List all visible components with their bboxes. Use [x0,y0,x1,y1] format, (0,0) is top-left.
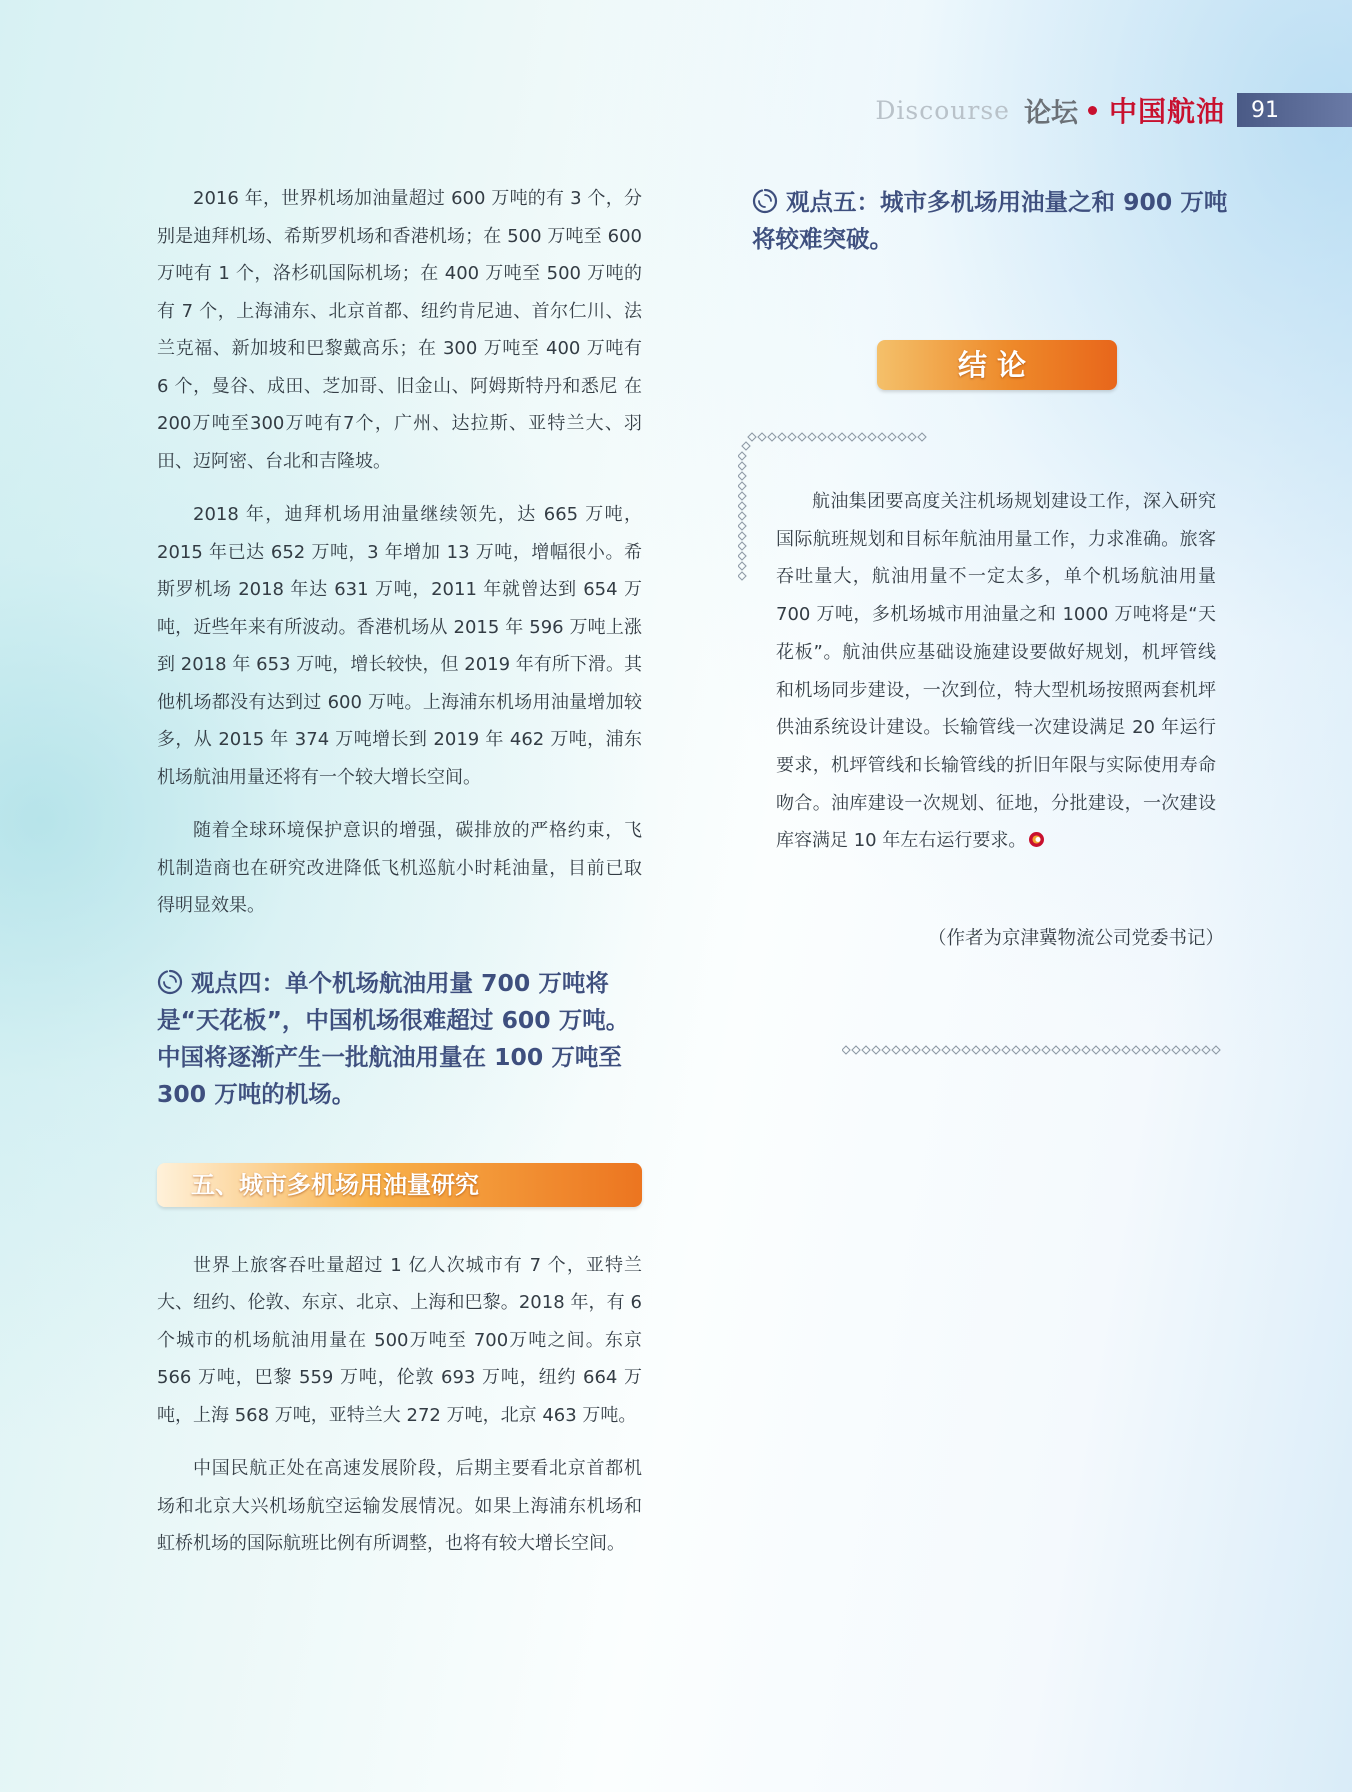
viewpoint-four-heading [157,965,642,1113]
viewpoint-four-text: 观点四：单个机场航油用量 700 万吨将是“天花板”，中国机场很难超过 600 万吨。中国将逐渐产生一批航油用量在 100 万吨至 300 万吨的机场。 [157,968,630,1108]
author-note: （作者为京津冀物流公司党委书记） [927,928,1224,950]
conclusion-heading: 结论 [877,340,1117,390]
paragraph: 中国民航正处在高速发展阶段，后期主要看北京首都机场和北京大兴机场航空运输发展情况。如果上海浦东机场和虹桥机场的国际航班比例有所调整，也将有较大增长空间。 [157,1458,642,1554]
viewpoint-five-heading [752,184,1242,258]
conclusion-text: 航油集团要高度关注机场规划建设工作，深入研究国际航班规划和目标年航油用量工作，力求准确。旅客吞吐量大，航油用量不一定太多，单个机场航油用量 700 万吨，多机场城市用油量之和 1000 万吨将是“天花板”。航油供应基础设施建设要做好规划，机坪管线和机场同步建设，一次到位，特大型机场按照两套机坪供油系统设计建设。长输管线一次建设满足 20 年运行要求，机坪管线和长输管线的折旧年限与实际使用寿命吻合。油库建设一次规划、征地，分批建设，一次建设库容满足 10 年左右运行要求。 [776,491,1216,852]
section-name-cn: 论坛 [1023,97,1078,129]
left-column [157,180,642,1563]
paragraph: 2018 年，迪拜机场用油量继续领先，达 665 万吨，2015 年已达 652 万吨，3 年增加 13 万吨，增幅很小。希斯罗机场 2018 年达 631 万吨，2011 年就曾达到 654 万吨，近些年来有所波动。香港机场从 2015 年 596 万吨上涨到 2018 年 653 万吨，增长较快，但 2019 年有所下滑。其他机场都没有达到过 600 万吨。上海浦东机场用油量增加较多，从 2015 年 374 万吨增长到 2019 年 462 万吨，浦东机场航油用量还将有一个较大增长空间。 [157,504,642,788]
paragraph: 2016 年，世界机场加油量超过 600 万吨的有 3 个，分别是迪拜机场、希斯罗机场和香港机场；在 500 万吨至 600 万吨有 1 个，洛杉矶国际机场；在 400 万吨至 500 万吨的有 7 个，上海浦东、北京首都、纽约肯尼迪、首尔仁川、法兰克福、新加坡和巴黎戴高乐；在 300 万吨至 400 万吨有 6 个，曼谷、成田、芝加哥、旧金山、阿姆斯特丹和悉尼 在200万吨至300万吨有7个，广州、达拉斯、亚特兰大、羽田、迈阿密、台北和吉隆坡。 [157,188,642,472]
separator-dot [1088,106,1097,115]
viewpoint-five-text: 观点五：城市多机场用油量之和 900 万吨将较难突破。 [752,188,1228,253]
swirl-icon [157,969,183,995]
page-header [875,92,1352,128]
section-name-en: Discourse [875,95,1010,125]
right-column [752,184,1242,258]
paragraph: 随着全球环境保护意识的增强，碳排放的严格约束，飞机制造商也在研究改进降低飞机巡航小时耗油量，目前已取得明显效果。 [157,820,642,916]
page-number: 91 [1237,93,1352,127]
conclusion-paragraph [776,483,1216,860]
paragraph: 世界上旅客吞吐量超过 1 亿人次城市有 7 个，亚特兰大、纽约、伦敦、东京、北京、上海和巴黎。2018 年，有 6 个城市的机场航油用量在 500万吨至 700万吨之间。东京 566 万吨，巴黎 559 万吨，伦敦 693 万吨，纽约 664 万吨，上海 568 万吨，亚特兰大 272 万吨，北京 463 万吨。 [157,1254,642,1426]
magazine-brand: 中国航油 [1108,95,1225,128]
bottom-border-decoration [842,1044,1222,1056]
end-mark-icon [1028,831,1045,848]
section-five-heading: 五、城市多机场用油量研究 [157,1163,642,1207]
swirl-icon [752,188,778,214]
conclusion-box [776,483,1224,950]
